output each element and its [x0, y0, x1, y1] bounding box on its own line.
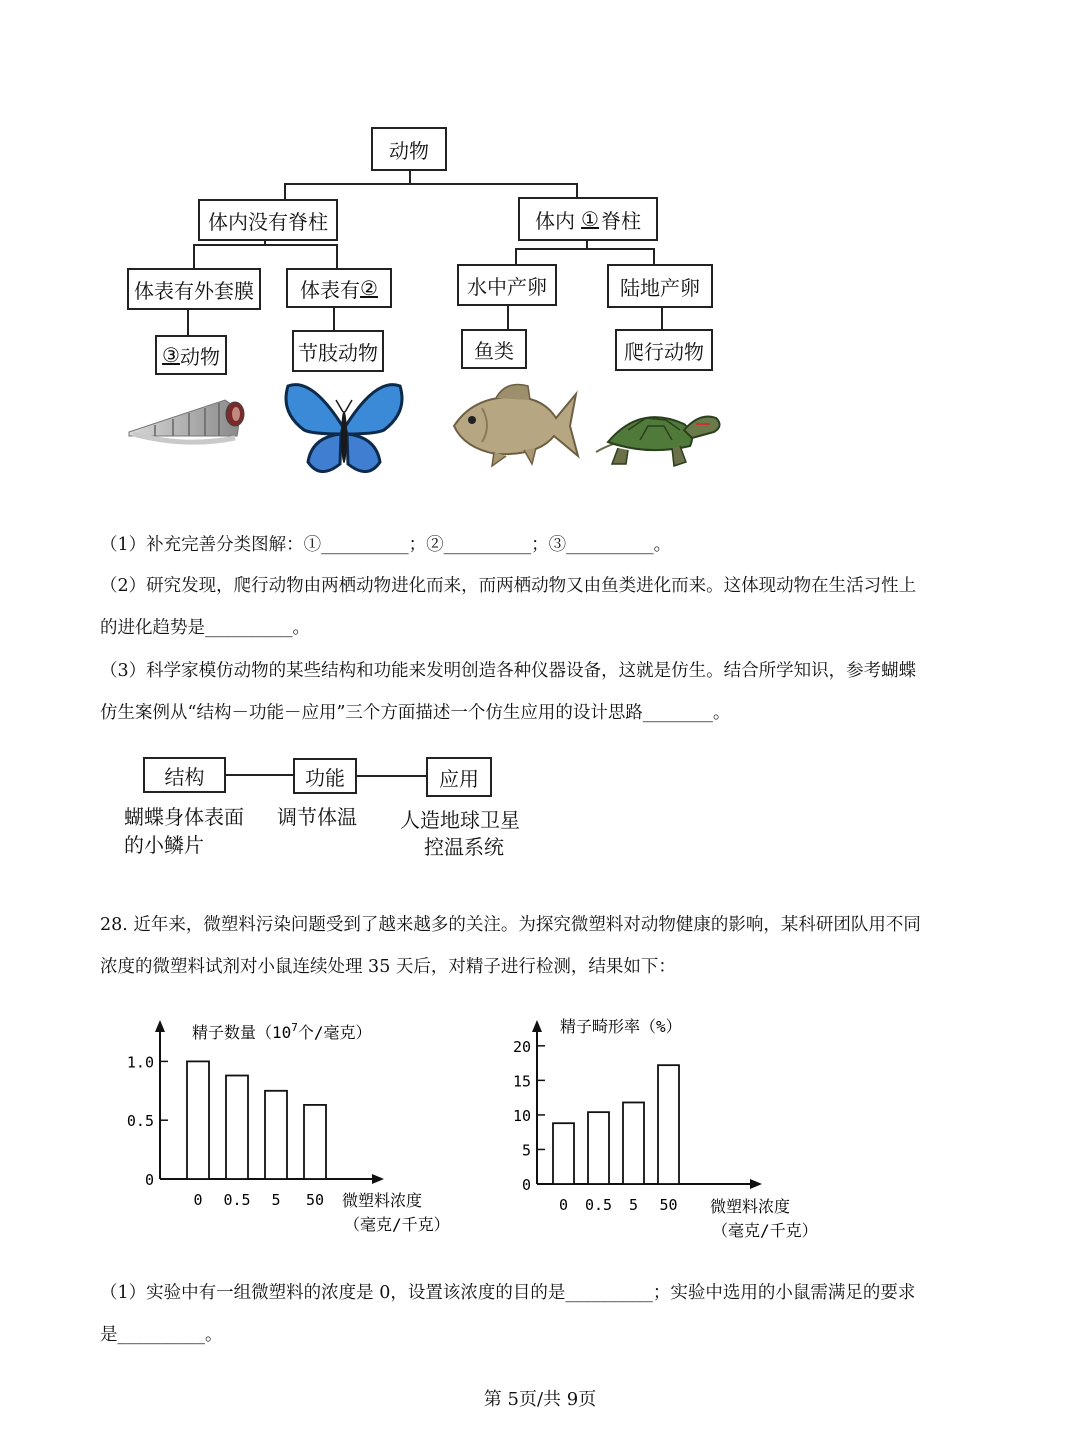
- y-tick-label: 0: [144, 1171, 154, 1189]
- structure-label: 结构: [164, 764, 205, 789]
- bionic-text1-line1: 蝴蝶身体表面: [124, 805, 244, 829]
- chart-title-tail: 个/毫克）: [297, 1023, 372, 1042]
- turtle-icon: [588, 404, 728, 470]
- tree-leaf1-box: [155, 335, 227, 375]
- tree-left-label: 体内没有脊柱: [208, 209, 328, 234]
- tree-ll-box: [127, 268, 261, 310]
- y-axis-arrow: [155, 1020, 165, 1032]
- q28-line2: 浓度的微塑料试剂对小鼠连续处理 35 天后，对精子进行检测，结果如下：: [100, 957, 676, 977]
- y-tick-label: 1.0: [126, 1053, 154, 1072]
- tree-rl-box: [457, 264, 557, 306]
- q2-line2: 的进化趋势是__________。: [100, 618, 310, 638]
- y-tick-label: 5: [521, 1141, 531, 1160]
- tree-leaf2-box: [292, 330, 384, 372]
- tree-lr-prefix: 体表有: [300, 277, 361, 302]
- tree-right-blank: ①: [581, 207, 599, 231]
- x-tick-label: 50: [305, 1191, 325, 1209]
- q3-line2: 仿生案例从“结构－功能－应用”三个方面描述一个仿生应用的设计思路________。: [100, 703, 731, 723]
- page-number: 第 5页/共 9页: [483, 1389, 597, 1410]
- q28-line1: 28. 近年来，微塑料污染问题受到了越来越多的关注。为探究微塑料对动物健康的影响，某科研团队用不同: [100, 915, 921, 935]
- fish-icon: [446, 378, 582, 468]
- y-tick-label: 15: [512, 1072, 531, 1091]
- tree-right-prefix: 体内: [535, 208, 576, 233]
- tree-lr-blank: ②: [360, 276, 378, 300]
- q1-text: （1）补充完善分类图解：①__________；②__________；③__________。: [100, 535, 672, 555]
- tree-lr-box: [286, 268, 392, 308]
- x-axis-arrow: [750, 1179, 762, 1189]
- tree-leaf3-label: 鱼类: [474, 338, 514, 363]
- y-tick-label: 0: [521, 1176, 531, 1194]
- bionic-text3-line2: 控温系统: [424, 835, 504, 859]
- application-label: 应用: [439, 766, 479, 791]
- bar: [265, 1091, 287, 1179]
- tree-leaf1-suffix: 动物: [179, 344, 220, 369]
- tree-rl-label: 水中产卵: [467, 274, 547, 299]
- bar: [623, 1102, 644, 1184]
- x-axis-label-line2: （毫克/千克）: [712, 1221, 818, 1240]
- tree-root-label: 动物: [389, 138, 429, 163]
- function-box: [293, 758, 357, 794]
- tree-left-box: [198, 199, 338, 241]
- tree-leaf1-blank: ③: [162, 343, 180, 367]
- tree-rr-label: 陆地产卵: [620, 275, 700, 300]
- tree-root-box: [371, 127, 447, 171]
- tree-right-suffix: 脊柱: [600, 208, 641, 233]
- sperm-deformity-chart: [500, 1008, 830, 1244]
- butterfly-icon: [282, 382, 406, 482]
- chart-title: [192, 1021, 372, 1042]
- bionic-text2: 调节体温: [277, 805, 357, 829]
- q28-sub1-line2: 是__________。: [100, 1325, 223, 1345]
- x-axis-label-line1: 微塑料浓度: [710, 1197, 791, 1216]
- x-axis-label-line1: 微塑料浓度: [342, 1191, 423, 1210]
- q28-sub1-line1: （1）实验中有一组微塑料的浓度是 0，设置该浓度的目的是__________；实验中选用的小鼠需满足的要求: [100, 1283, 916, 1303]
- y-axis-arrow: [532, 1020, 542, 1032]
- y-tick-label: 0.5: [126, 1112, 154, 1131]
- bionic-text3-line1: 人造地球卫星: [400, 808, 520, 832]
- bionic-text1-line2: 的小鳞片: [124, 833, 204, 857]
- bar: [658, 1065, 679, 1184]
- q3-line1: （3）科学家模仿动物的某些结构和功能来发明创造各种仪器设备，这就是仿生。结合所学知识，参考蝴蝶: [100, 661, 917, 681]
- tree-leaf2-label: 节肢动物: [298, 340, 378, 365]
- x-axis-arrow: [372, 1174, 384, 1184]
- x-tick-label: 0: [193, 1191, 203, 1209]
- bar: [304, 1105, 326, 1179]
- chart-title-main: 精子数量（10: [192, 1023, 292, 1042]
- bar: [226, 1076, 248, 1179]
- tree-leaf4-box: [615, 329, 713, 371]
- structure-box: [143, 757, 226, 793]
- x-axis-label-line2: （毫克/千克）: [344, 1215, 450, 1234]
- tree-ll-label: 体表有外套膜: [134, 278, 254, 303]
- x-tick-label: 5: [271, 1191, 281, 1209]
- x-tick-label: 0: [558, 1196, 569, 1214]
- tree-right-box: [518, 197, 658, 241]
- x-tick-label: 0.5: [223, 1191, 251, 1209]
- tree-rr-box: [607, 264, 713, 308]
- x-tick-label: 5: [628, 1196, 639, 1214]
- bar: [187, 1061, 209, 1179]
- bar: [553, 1123, 574, 1184]
- y-tick-label: 20: [512, 1037, 531, 1056]
- tree-leaf4-label: 爬行动物: [624, 339, 704, 364]
- function-label: 功能: [305, 765, 345, 790]
- x-tick-label: 0.5: [584, 1196, 613, 1214]
- shell-icon: [125, 388, 250, 458]
- x-tick-label: 50: [659, 1196, 678, 1214]
- y-tick-label: 10: [512, 1106, 531, 1125]
- q2-line1: （2）研究发现，爬行动物由两栖动物进化而来，而两栖动物又由鱼类进化而来。这体现动物在生活习性上: [100, 576, 917, 596]
- chart-title-sup: 7: [291, 1021, 298, 1034]
- chart-title: 精子畸形率（%）: [560, 1017, 682, 1036]
- sperm-count-chart: [110, 1012, 480, 1244]
- bar: [588, 1112, 609, 1184]
- application-box: [426, 757, 492, 797]
- tree-leaf3-box: [461, 329, 527, 369]
